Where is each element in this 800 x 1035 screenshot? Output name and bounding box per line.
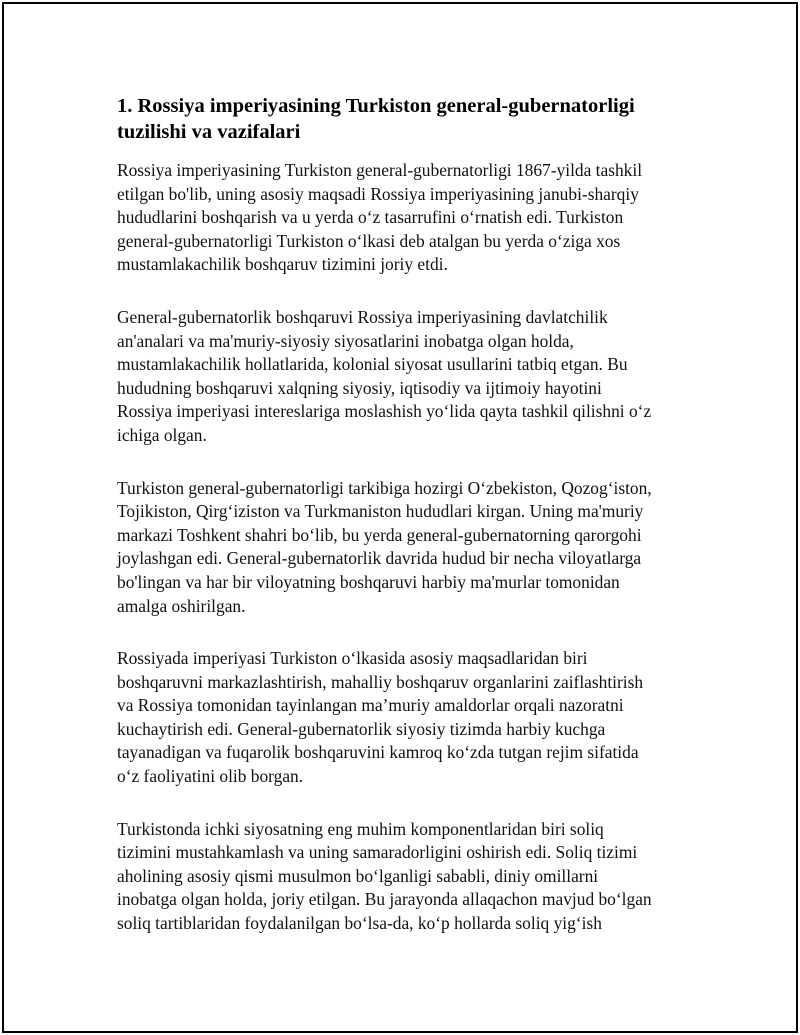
document-body	[117, 93, 695, 965]
paragraph-3: Turkiston general-gubernatorligi tarkibiga hozirgi O‘zbekiston, Qozog‘iston, Tojikiston, Qirg‘iziston va Turkmaniston hududlari kirgan. Uning ma'muriy markazi Toshkent shahri bo‘lib, bu yerda general-gubernatorning qarorgohi joylashgan edi. General-gubernatorlik davrida hudud bir necha viloyatlarga bo'lingan va har bir viloyatning boshqaruvi harbiy ma'murlar tomonidan amalga oshirilgan.	[117, 477, 652, 616]
paragraph-5: Turkistonda ichki siyosatning eng muhim komponentlaridan biri soliq tizimini mustahkamlash va uning samaradorligini oshirish edi. Soliq tizimi aholining asosiy qismi musulmon bo‘lganligi sababli, diniy omillarni inobatga olgan holda, joriy etilgan. Bu jarayonda allaqachon mavjud bo‘lgan soliq tartiblaridan foydalanilgan bo‘lsa-da, ko‘p hollarda soliq yig‘ish	[117, 818, 652, 934]
paragraph-4: Rossiyada imperiyasi Turkiston o‘lkasida asosiy maqsadlaridan biri boshqaruvni markazlashtirish, mahalliy boshqaruv organlarini zaiflashtirish va Rossiya tomonidan tayinlangan ma’muriy amaldorlar orqali nazoratni kuchaytirish edi. General-gubernatorlik siyosiy tizimda harbiy kuchga tayanadigan va fuqarolik boshqaruvini kamroq ko‘zda tutgan rejim sifatida o‘z faoliyatini olib borgan.	[117, 648, 644, 787]
paragraph-2: General-gubernatorlik boshqaruvi Rossiya imperiyasining davlatchilik an'analari va ma'muriy-siyosiy siyosatlarini inobatga olgan holda, mustamlakachilik hollatlarida, kolonial siyosat usullarini tatbiq etgan. Bu hududning boshqaruvi xalqning siyosiy, iqtisodiy va ijtimoiy hayotini Rossiya imperiyasi intereslariga moslashish yo‘lida qayta tashkil qilishni o‘z ichiga olgan.	[117, 306, 652, 445]
paragraph-1: Rossiya imperiyasining Turkiston general-gubernatorligi 1867-yilda tashkil etilgan bo'lib, uning asosiy maqsadi Rossiya imperiyasining janubi-sharqiy hududlarini boshqarish va u yerda o‘z tasarrufini o‘rnatish edi. Turkiston general-gubernatorligi Turkiston o‘lkasi deb atalgan bu yerda o‘ziga xos mustamlakachilik boshqaruv tizimini joriy etdi.	[117, 160, 643, 275]
section-heading: 1. Rossiya imperiyasining Turkiston general-gubernatorligi tuzilishi va vazifalari	[117, 95, 635, 143]
